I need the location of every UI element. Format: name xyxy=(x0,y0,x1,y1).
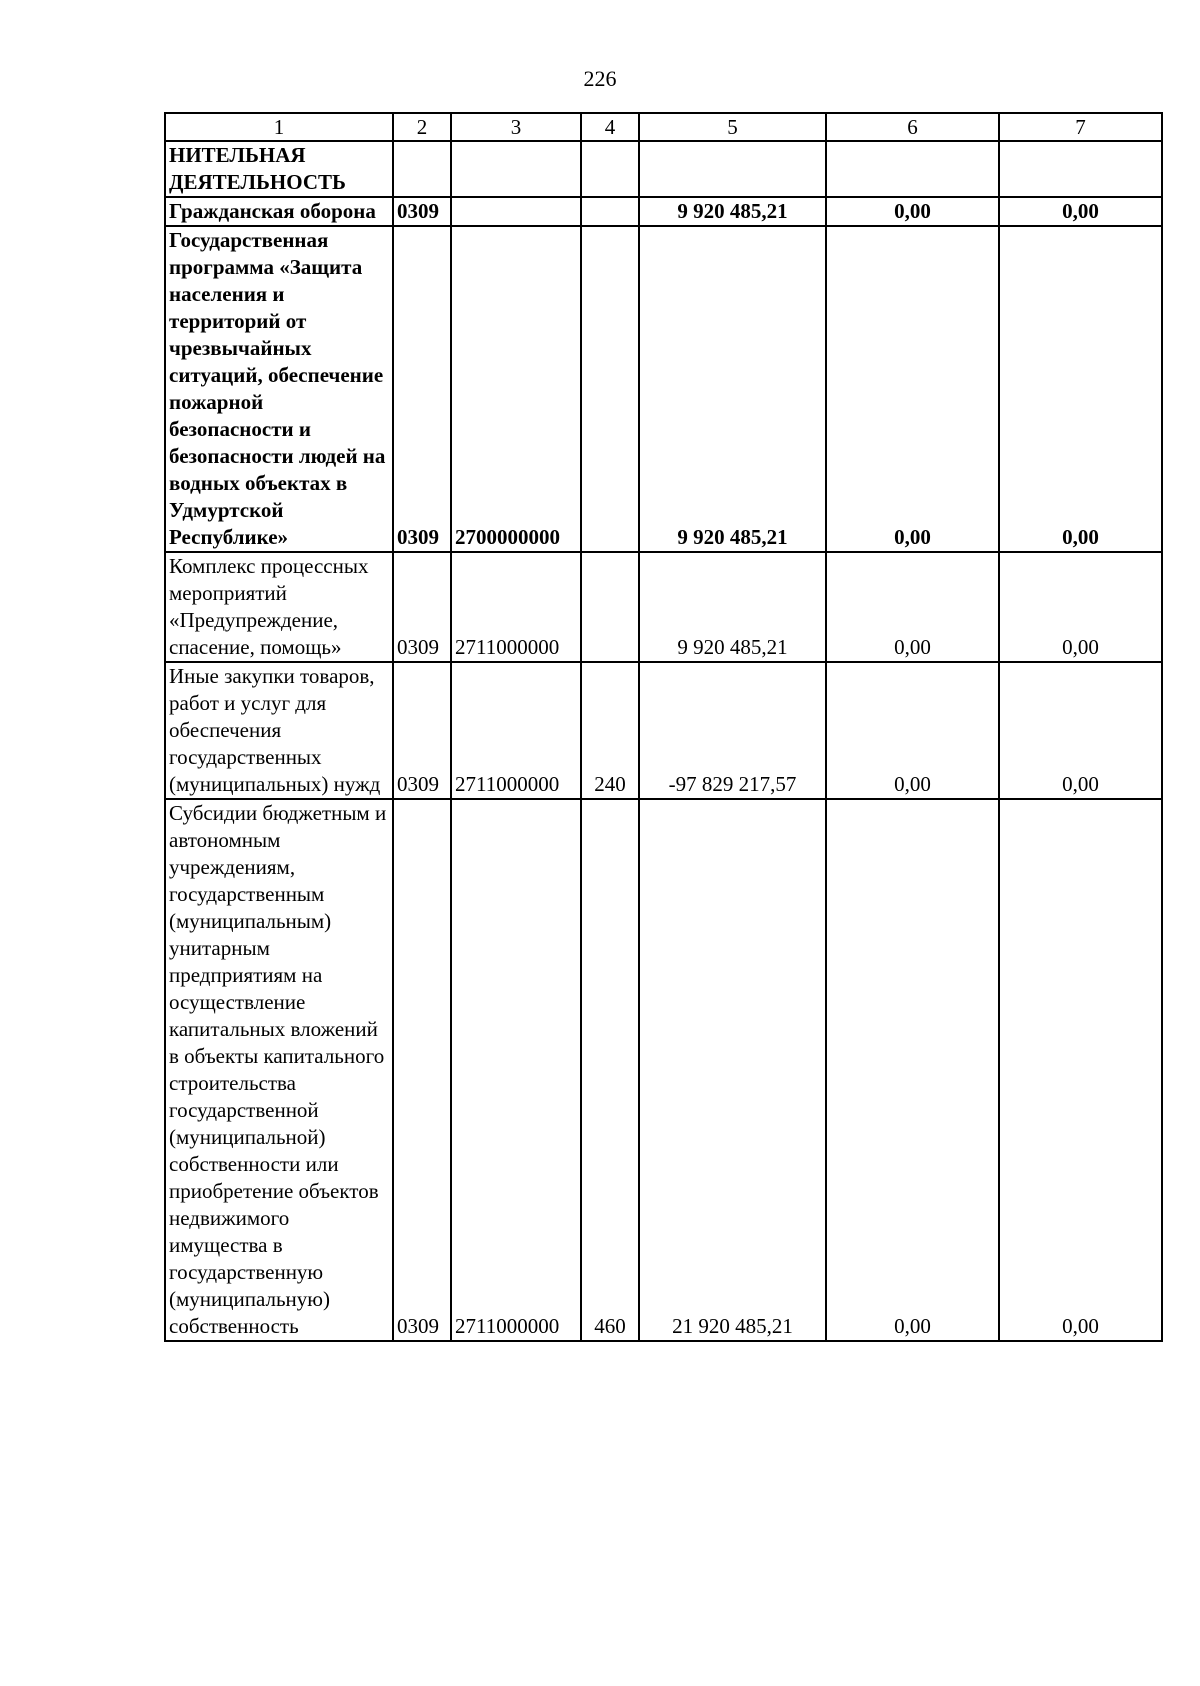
row-name-cell: Гражданская оборона xyxy=(165,197,393,226)
col7-cell: 0,00 xyxy=(999,799,1162,1341)
section-code-cell: 0309 xyxy=(393,799,451,1341)
col7-cell: 0,00 xyxy=(999,226,1162,552)
header-cell-5: 5 xyxy=(639,113,826,141)
table-row xyxy=(165,197,1162,226)
sum-cell: 21 920 485,21 xyxy=(639,799,826,1341)
header-cell-7: 7 xyxy=(999,113,1162,141)
section-code-cell: 0309 xyxy=(393,226,451,552)
expense-type-cell xyxy=(581,226,639,552)
table-row xyxy=(165,662,1162,799)
header-cell-3: 3 xyxy=(451,113,581,141)
header-row xyxy=(165,113,1162,141)
section-code-cell xyxy=(393,141,451,197)
sum-cell: 9 920 485,21 xyxy=(639,226,826,552)
row-name-cell: Субсидии бюджетным и автономным учреждениям, государственным (муниципальным) унитарным предприятиям на осуществление капитальных вложений в объекты капитального строительства государственной (муниципальной) собственности или приобретение объектов недвижимого имущества в государственную (муниципальную) собственность xyxy=(165,799,393,1341)
col7-cell: 0,00 xyxy=(999,662,1162,799)
expense-type-cell xyxy=(581,141,639,197)
target-code-cell: 2711000000 xyxy=(451,799,581,1341)
row-name-cell: НИТЕЛЬНАЯ ДЕЯТЕЛЬНОСТЬ xyxy=(165,141,393,197)
header-cell-4: 4 xyxy=(581,113,639,141)
row-name-cell: Иные закупки товаров, работ и услуг для обеспечения государственных (муниципальных) нужд xyxy=(165,662,393,799)
col6-cell xyxy=(826,141,999,197)
expense-type-cell xyxy=(581,552,639,662)
expense-type-cell: 240 xyxy=(581,662,639,799)
table-row xyxy=(165,226,1162,552)
col6-cell: 0,00 xyxy=(826,552,999,662)
col6-cell: 0,00 xyxy=(826,799,999,1341)
col7-cell: 0,00 xyxy=(999,197,1162,226)
col7-cell: 0,00 xyxy=(999,552,1162,662)
col6-cell: 0,00 xyxy=(826,197,999,226)
sum-cell: 9 920 485,21 xyxy=(639,552,826,662)
expense-type-cell: 460 xyxy=(581,799,639,1341)
table-row xyxy=(165,141,1162,197)
row-name-cell: Государственная программа «Защита населения и территорий от чрезвычайных ситуаций, обеспечение пожарной безопасности и безопасности людей на водных объектах в Удмуртской Республике» xyxy=(165,226,393,552)
page-number: 226 xyxy=(583,66,617,91)
col6-cell: 0,00 xyxy=(826,226,999,552)
sum-cell xyxy=(639,141,826,197)
header-cell-2: 2 xyxy=(393,113,451,141)
section-code-cell: 0309 xyxy=(393,197,451,226)
row-name-cell: Комплекс процессных мероприятий «Предупреждение, спасение, помощь» xyxy=(165,552,393,662)
table-row xyxy=(165,552,1162,662)
col7-cell xyxy=(999,141,1162,197)
header-cell-1: 1 xyxy=(165,113,393,141)
target-code-cell xyxy=(451,141,581,197)
sum-cell: -97 829 217,57 xyxy=(639,662,826,799)
target-code-cell: 2711000000 xyxy=(451,552,581,662)
col6-cell: 0,00 xyxy=(826,662,999,799)
header-cell-6: 6 xyxy=(826,113,999,141)
table-row xyxy=(165,799,1162,1341)
budget-table xyxy=(164,112,1163,1342)
section-code-cell: 0309 xyxy=(393,662,451,799)
sum-cell: 9 920 485,21 xyxy=(639,197,826,226)
section-code-cell: 0309 xyxy=(393,552,451,662)
target-code-cell: 2711000000 xyxy=(451,662,581,799)
target-code-cell xyxy=(451,197,581,226)
target-code-cell: 2700000000 xyxy=(451,226,581,552)
expense-type-cell xyxy=(581,197,639,226)
